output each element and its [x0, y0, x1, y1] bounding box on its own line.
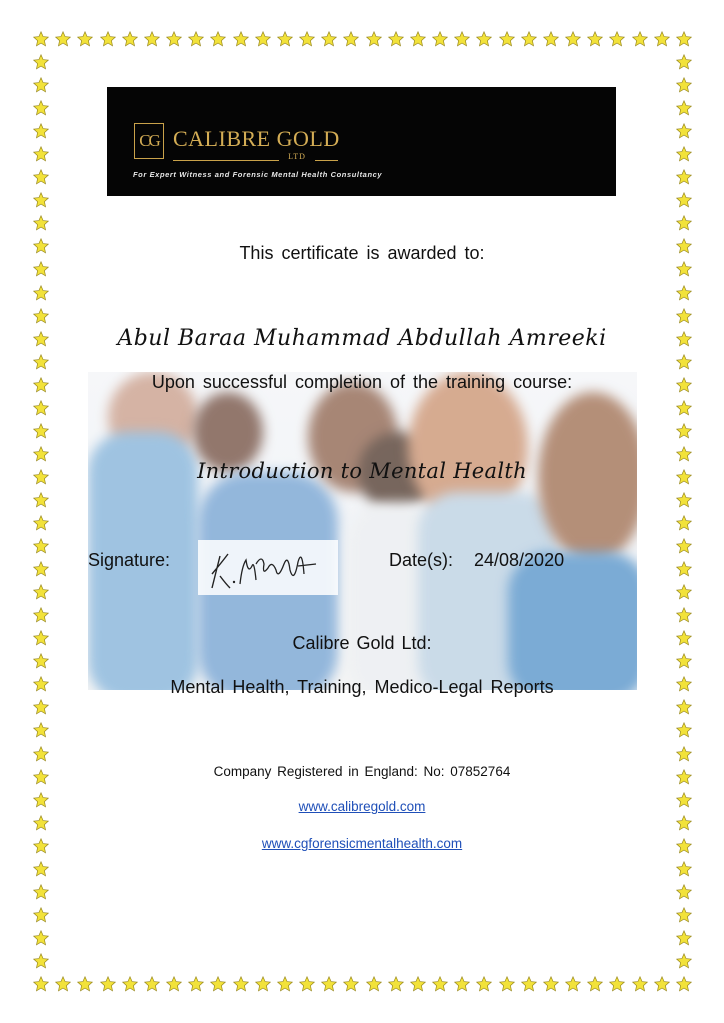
star-icon [676, 146, 692, 162]
star-icon [454, 31, 470, 47]
star-icon [55, 976, 71, 992]
star-icon [609, 976, 625, 992]
star-icon [676, 607, 692, 623]
star-icon [499, 31, 515, 47]
star-icon [366, 31, 382, 47]
star-icon [676, 976, 692, 992]
star-icon [233, 976, 249, 992]
star-icon [676, 354, 692, 370]
awarded-heading: This certificate is awarded to: [239, 243, 485, 263]
star-icon [654, 31, 670, 47]
star-icon [410, 976, 426, 992]
star-icon [166, 976, 182, 992]
star-icon [432, 976, 448, 992]
star-icon [166, 31, 182, 47]
star-icon [565, 976, 581, 992]
star-icon [144, 31, 160, 47]
star-icon [299, 31, 315, 47]
star-icon [587, 976, 603, 992]
star-icon [676, 423, 692, 439]
star-icon [33, 699, 49, 715]
star-icon [210, 976, 226, 992]
star-icon [676, 123, 692, 139]
star-icon [277, 976, 293, 992]
website-link-cgforensic[interactable]: www.cgforensicmentalhealth.com [261, 836, 463, 851]
logo-tagline: For Expert Witness and Forensic Mental Health Consultancy [133, 170, 383, 179]
recipient-name: Abul Baraa Muhammad Abdullah Amreeki [117, 326, 607, 351]
star-icon [33, 907, 49, 923]
star-icon [77, 31, 93, 47]
star-icon [33, 861, 49, 877]
star-icon [100, 976, 116, 992]
star-icon [343, 31, 359, 47]
star-icon [33, 584, 49, 600]
star-icon [543, 976, 559, 992]
star-icon [33, 815, 49, 831]
date-value: 24/08/2020 [474, 550, 565, 570]
star-icon [410, 31, 426, 47]
star-icon [388, 31, 404, 47]
logo-company-name: CALIBRE GOLD [173, 126, 340, 151]
star-icon [366, 976, 382, 992]
star-icon [299, 976, 315, 992]
star-icon [565, 31, 581, 47]
star-icon [33, 100, 49, 116]
star-icon [321, 31, 337, 47]
star-icon [543, 31, 559, 47]
star-icon [33, 169, 49, 185]
star-icon [454, 976, 470, 992]
star-icon [632, 976, 648, 992]
star-icon [676, 100, 692, 116]
star-icon [676, 699, 692, 715]
company-registration: Company Registered in England: No: 07852764 [213, 764, 511, 779]
star-icon [33, 423, 49, 439]
star-icon [388, 976, 404, 992]
star-icon [33, 538, 49, 554]
star-icon [499, 976, 515, 992]
star-icon [122, 976, 138, 992]
star-icon [676, 515, 692, 531]
star-icon [33, 192, 49, 208]
star-icon [33, 884, 49, 900]
star-icon [277, 31, 293, 47]
star-icon [33, 54, 49, 70]
logo-monogram: CG [134, 123, 164, 159]
star-icon [33, 722, 49, 738]
star-icon [33, 492, 49, 508]
star-icon [476, 976, 492, 992]
star-icon [676, 953, 692, 969]
star-icon [676, 722, 692, 738]
star-icon [33, 215, 49, 231]
star-icon [676, 538, 692, 554]
star-icon [676, 815, 692, 831]
star-icon [122, 31, 138, 47]
star-icon [476, 31, 492, 47]
date-label: Date(s): [389, 550, 454, 570]
star-icon [77, 976, 93, 992]
star-icon [676, 884, 692, 900]
star-icon [255, 976, 271, 992]
star-icon [676, 31, 692, 47]
star-icon [676, 907, 692, 923]
star-icon [676, 653, 692, 669]
course-title: Introduction to Mental Health [197, 459, 527, 483]
star-icon [33, 607, 49, 623]
star-icon [676, 169, 692, 185]
star-icon [432, 31, 448, 47]
star-icon [233, 31, 249, 47]
star-icon [676, 215, 692, 231]
star-icon [676, 746, 692, 762]
website-link-calibregold[interactable]: www.calibregold.com [298, 799, 426, 814]
star-icon [33, 308, 49, 324]
star-icon [188, 31, 204, 47]
signature-image [198, 540, 338, 595]
logo-rule-right [315, 160, 338, 161]
star-icon [188, 976, 204, 992]
star-icon [521, 976, 537, 992]
star-icon [33, 976, 49, 992]
star-icon [33, 746, 49, 762]
star-icon [33, 285, 49, 301]
star-icon [587, 31, 603, 47]
star-icon [321, 976, 337, 992]
logo-suffix: LTD [288, 152, 306, 161]
star-icon [609, 31, 625, 47]
star-icon [676, 192, 692, 208]
star-icon [210, 31, 226, 47]
star-icon [33, 354, 49, 370]
star-icon [255, 31, 271, 47]
company-services: Mental Health, Training, Medico-Legal Reports [170, 677, 554, 697]
company-name: Calibre Gold Ltd: [292, 633, 432, 653]
star-icon [676, 285, 692, 301]
signature-label: Signature: [88, 550, 171, 570]
star-icon [676, 400, 692, 416]
star-icon [676, 54, 692, 70]
star-icon [33, 653, 49, 669]
star-icon [676, 77, 692, 93]
star-icon [676, 492, 692, 508]
star-icon [33, 123, 49, 139]
star-icon [33, 953, 49, 969]
star-icon [521, 31, 537, 47]
star-icon [632, 31, 648, 47]
company-logo-banner [107, 87, 616, 196]
star-icon [33, 77, 49, 93]
star-icon [33, 31, 49, 47]
star-icon [33, 146, 49, 162]
star-icon [676, 308, 692, 324]
star-icon [33, 930, 49, 946]
star-icon [100, 31, 116, 47]
star-icon [654, 976, 670, 992]
star-icon [33, 561, 49, 577]
star-icon [676, 561, 692, 577]
star-icon [676, 861, 692, 877]
star-icon [33, 515, 49, 531]
completion-text: Upon successful completion of the training course: [151, 372, 573, 392]
logo-rule-left [173, 160, 279, 161]
star-icon [55, 31, 71, 47]
star-icon [676, 930, 692, 946]
star-icon [33, 400, 49, 416]
star-icon [676, 584, 692, 600]
star-icon [343, 976, 359, 992]
star-icon [144, 976, 160, 992]
